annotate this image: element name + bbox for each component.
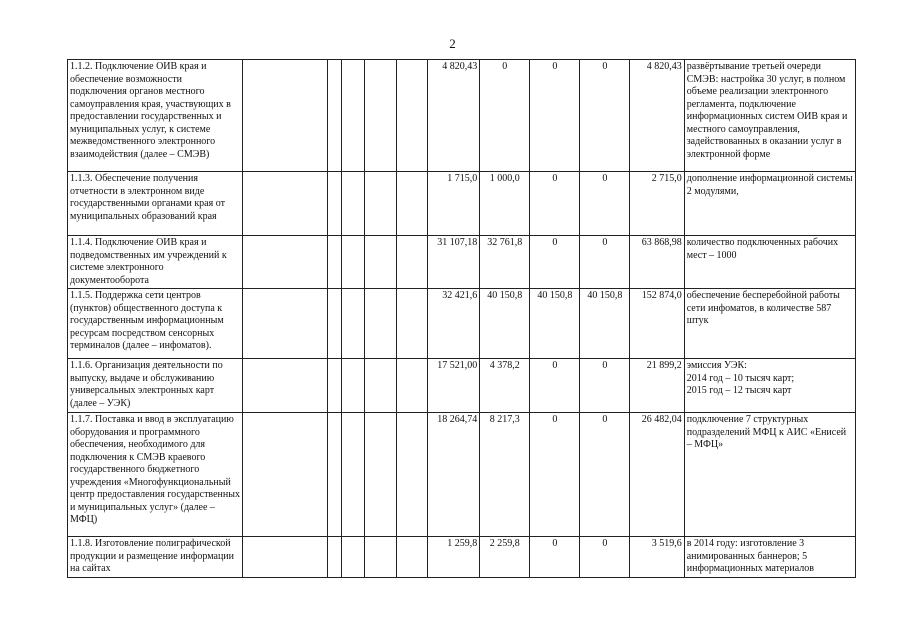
value-year1-cell: 32 421,6 bbox=[428, 289, 480, 359]
activity-name-cell: 1.1.5. Поддержка сети центров (пунктов) общественного доступа к государственным информационным ресурсам посредством сенсорных терминалов (далее – инфоматов). bbox=[68, 289, 243, 359]
empty-cell bbox=[365, 537, 396, 578]
value-year4-cell: 0 bbox=[580, 537, 630, 578]
total-cell: 21 899,2 bbox=[630, 359, 684, 413]
total-cell: 26 482,04 bbox=[630, 413, 684, 537]
value-year1-cell: 1 259,8 bbox=[428, 537, 480, 578]
value-year1-cell: 4 820,43 bbox=[428, 60, 480, 172]
table-row bbox=[68, 236, 856, 289]
table-row bbox=[68, 413, 856, 537]
empty-cell bbox=[342, 413, 365, 537]
value-year2-cell: 1 000,0 bbox=[480, 172, 530, 236]
activity-name-cell: 1.1.6. Организация деятельности по выпуску, выдаче и обслуживанию универсальных электронных карт (далее – УЭК) bbox=[68, 359, 243, 413]
expected-result-cell: обеспечение бесперебойной работы сети инфоматов, в количестве 587 штук bbox=[684, 289, 855, 359]
value-year1-cell: 17 521,00 bbox=[428, 359, 480, 413]
value-year1-cell: 31 107,18 bbox=[428, 236, 480, 289]
activity-name-cell: 1.1.2. Подключение ОИВ края и обеспечение возможности подключения органов местного самоуправления края, участвующих в предоставлении государственных и муниципальных услуг, к системе межведомственного электронного взаимодействия (далее – СМЭВ) bbox=[68, 60, 243, 172]
expected-result-cell: подключение 7 структурных подразделений МФЦ к АИС «Енисей – МФЦ» bbox=[684, 413, 855, 537]
empty-cell bbox=[327, 60, 342, 172]
empty-cell bbox=[327, 172, 342, 236]
value-year4-cell: 0 bbox=[580, 172, 630, 236]
empty-cell bbox=[243, 413, 328, 537]
empty-cell bbox=[365, 60, 396, 172]
value-year4-cell: 0 bbox=[580, 236, 630, 289]
empty-cell bbox=[342, 236, 365, 289]
value-year2-cell: 8 217,3 bbox=[480, 413, 530, 537]
activity-name-cell: 1.1.8. Изготовление полиграфической продукции и размещение информации на сайтах bbox=[68, 537, 243, 578]
table-row bbox=[68, 359, 856, 413]
expected-result-cell: развёртывание третьей очереди СМЭВ: настройка 30 услуг, в полном объеме реализации электронного регламента, подключение информационных систем ОИВ края и местного самоуправления, задействованных в оказании услуг в электронной форме bbox=[684, 60, 855, 172]
empty-cell bbox=[327, 537, 342, 578]
activity-name-cell: 1.1.3. Обеспечение получения отчетности в электронном виде государственными органами края от муниципальных образований края bbox=[68, 172, 243, 236]
value-year4-cell: 40 150,8 bbox=[580, 289, 630, 359]
empty-cell bbox=[396, 413, 427, 537]
expected-result-cell: в 2014 году: изготовление 3 анимированных баннеров; 5 информационных материалов bbox=[684, 537, 855, 578]
value-year3-cell: 0 bbox=[530, 413, 580, 537]
value-year2-cell: 32 761,8 bbox=[480, 236, 530, 289]
empty-cell bbox=[243, 172, 328, 236]
expected-result-cell: дополнение информационной системы 2 модулями, bbox=[684, 172, 855, 236]
activity-name-cell: 1.1.7. Поставка и ввод в эксплуатацию оборудования и программного обеспечения, необходимого для подключения к СМЭВ краевого государственного бюджетного учреждения «Многофункциональный центр предоставления государственных и муниципальных услуг» (далее – МФЦ) bbox=[68, 413, 243, 537]
empty-cell bbox=[396, 359, 427, 413]
empty-cell bbox=[327, 236, 342, 289]
value-year4-cell: 0 bbox=[580, 359, 630, 413]
empty-cell bbox=[396, 236, 427, 289]
empty-cell bbox=[365, 289, 396, 359]
empty-cell bbox=[243, 236, 328, 289]
empty-cell bbox=[342, 60, 365, 172]
activity-name-cell: 1.1.4. Подключение ОИВ края и подведомственных им учреждений к системе электронного документооборота bbox=[68, 236, 243, 289]
empty-cell bbox=[327, 413, 342, 537]
table-row bbox=[68, 60, 856, 172]
empty-cell bbox=[365, 413, 396, 537]
empty-cell bbox=[327, 289, 342, 359]
empty-cell bbox=[342, 289, 365, 359]
empty-cell bbox=[342, 172, 365, 236]
expected-result-cell: эмиссия УЭК: 2014 год – 10 тысяч карт; 2015 год – 12 тысяч карт bbox=[684, 359, 855, 413]
value-year2-cell: 4 378,2 bbox=[480, 359, 530, 413]
total-cell: 4 820,43 bbox=[630, 60, 684, 172]
empty-cell bbox=[243, 537, 328, 578]
value-year3-cell: 0 bbox=[530, 359, 580, 413]
total-cell: 2 715,0 bbox=[630, 172, 684, 236]
total-cell: 3 519,6 bbox=[630, 537, 684, 578]
empty-cell bbox=[365, 172, 396, 236]
empty-cell bbox=[243, 359, 328, 413]
empty-cell bbox=[396, 537, 427, 578]
value-year1-cell: 1 715,0 bbox=[428, 172, 480, 236]
value-year2-cell: 0 bbox=[480, 60, 530, 172]
total-cell: 152 874,0 bbox=[630, 289, 684, 359]
empty-cell bbox=[396, 60, 427, 172]
empty-cell bbox=[396, 289, 427, 359]
empty-cell bbox=[365, 236, 396, 289]
table-row bbox=[68, 172, 856, 236]
empty-cell bbox=[342, 359, 365, 413]
value-year1-cell: 18 264,74 bbox=[428, 413, 480, 537]
empty-cell bbox=[243, 60, 328, 172]
value-year3-cell: 0 bbox=[530, 236, 580, 289]
empty-cell bbox=[342, 537, 365, 578]
page-number: 2 bbox=[449, 36, 456, 51]
value-year2-cell: 2 259,8 bbox=[480, 537, 530, 578]
total-cell: 63 868,98 bbox=[630, 236, 684, 289]
value-year3-cell: 0 bbox=[530, 172, 580, 236]
empty-cell bbox=[327, 359, 342, 413]
table-row bbox=[68, 537, 856, 578]
table-row bbox=[68, 289, 856, 359]
value-year3-cell: 0 bbox=[530, 537, 580, 578]
program-table bbox=[67, 59, 856, 578]
expected-result-cell: количество подключенных рабочих мест – 1000 bbox=[684, 236, 855, 289]
empty-cell bbox=[243, 289, 328, 359]
value-year4-cell: 0 bbox=[580, 413, 630, 537]
value-year4-cell: 0 bbox=[580, 60, 630, 172]
empty-cell bbox=[365, 359, 396, 413]
value-year3-cell: 0 bbox=[530, 60, 580, 172]
value-year2-cell: 40 150,8 bbox=[480, 289, 530, 359]
empty-cell bbox=[396, 172, 427, 236]
value-year3-cell: 40 150,8 bbox=[530, 289, 580, 359]
